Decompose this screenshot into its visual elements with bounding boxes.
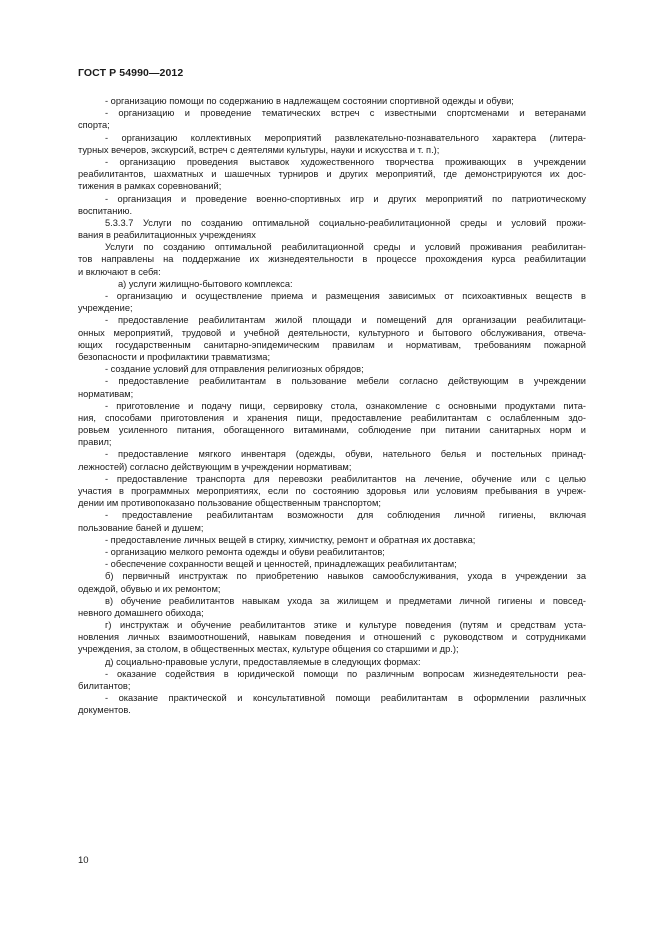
text-line: - организация и проведение военно-спортивных игр и других мероприятий по патриотическому [105,193,586,204]
text-line: участия в программных мероприятиях, если по состоянию здоровья или условиям пребывания в учреж- [78,486,586,496]
text-line: спорта; [78,120,110,131]
text-line: - обеспечение сохранности вещей и ценностей, принадлежащих реабилитантам; [105,559,457,570]
text-line: лежностей) согласно действующим в учреждении нормативам; [78,461,352,472]
text-line: а) услуги жилищно-бытового комплекса: [118,278,293,289]
text-line: дении им противопоказано пользование общественным транспортом; [78,498,381,509]
text-line: билитантов; [78,681,131,691]
text-line: д) социально-правовые услуги, предоставляемые в следующих формах: [105,656,421,667]
text-line: ющих государственным санитарно-эпидемическим правилам и нормативам, требованиям пожарной [78,339,586,350]
text-line: тов направлены на поддержание их жизнедеятельности в процессе прохождения курса реабилитации [78,254,586,265]
text-line: - создание условий для отправления религиозных обрядов; [105,364,364,375]
text-line: - предоставление реабилитантам жилой площади и помещений для организации реабилитаци- [105,315,586,326]
text-line: учреждения, за столом, в общественных местах, культуре общения со старшими и др.); [78,644,459,655]
document-header: ГОСТ Р 54990—2012 [78,67,184,79]
text-line: безопасности и профилактики травматизма; [78,351,271,362]
text-line: - оказание практической и консультативной помощи реабилитантам в оформлении различных [105,693,586,704]
text-line: - организацию и проведение тематических встреч с известными спортсменами и ветеранами [105,108,586,119]
text-line: - организацию и осуществление приема и размещения зависимых от психоактивных веществ в [105,291,586,301]
text-line: нормативам; [78,388,134,399]
text-line: правил; [78,437,112,448]
text-line: документов. [78,705,131,716]
text-line: г) инструктаж и обучение реабилитантов этике и культуре поведения (путям и средствам уста- [105,620,586,631]
text-line: онных мероприятий, трудовой и учебной деятельности, культурного и бытового обслуживания, отвеча- [78,327,586,338]
text-line: - предоставление транспорта для перевозки реабилитантов на лечение, обучение или с целью [105,473,586,484]
text-line: пользование баней и душем; [78,522,204,533]
page-number: 10 [78,855,89,866]
text-line: ния, способами приготовления и хранения пищи, предоставление реабилитантам с ослабленным здо- [78,412,586,423]
text-line: воспитанию. [78,205,133,216]
text-line: новления личных взаимоотношений, навыкам поведения и отношений с руководством и сотрудниками [78,632,586,643]
text-line: - организацию мелкого ремонта одежды и обуви реабилитантов; [105,546,385,557]
text-line: б) первичный инструктаж по приобретению навыков самообслуживания, ухода в учреждении за [105,571,586,582]
text-line: - предоставление реабилитантам возможности для соблюдения личной гигиены, включая [105,510,586,521]
text-line: - оказание содействия в юридической помощи по различным вопросам жизнедеятельности реа- [105,668,586,679]
text-line: реабилитантов, шахматных и шашечных турниров и других мероприятий, где демонстрируются их дос- [78,169,586,180]
text-line: 5.3.3.7 Услуги по созданию оптимальной социально-реабилитационной среды и условий прожи- [105,217,586,228]
text-line: - предоставление личных вещей в стирку, химчистку, ремонт и обратная их доставка; [105,534,476,545]
text-line: - организацию помощи по содержанию в надлежащем состоянии спортивной одежды и обуви; [105,96,514,106]
text-line: - предоставление мягкого инвентаря (одежды, обуви, нательного белья и постельных принад- [105,449,586,460]
text-line: турных вечеров, экскурсий, встреч с деятелями культуры, науки и искусства и т. п.); [78,144,440,155]
text-line: тижения в рамках соревнований; [78,181,222,192]
text-line: - приготовление и подачу пищи, сервировку стола, ознакомление с основными продуктами пита- [105,400,586,411]
text-line: и включают в себя: [78,266,161,277]
text-line: невного домашнего обихода; [78,607,204,618]
text-line: учреждение; [78,303,133,314]
text-line: вания в реабилитационных учреждениях [78,230,256,241]
text-line: Услуги по созданию оптимальной реабилитационной среды и условий проживания реабилитан- [105,242,586,253]
document-body [78,95,586,717]
text-line: - организацию проведения выставок художественного творчества проживающих в учреждении [105,156,586,167]
text-line: ровьем усиленного питания, обогащенного витаминами, соблюдение при питании санитарных норм и [78,425,586,436]
text-line: одеждой, обувью и их ремонтом; [78,583,221,594]
text-line: - предоставление реабилитантам в пользование мебели согласно действующим в учреждении [105,376,586,387]
text-line: в) обучение реабилитантов навыкам ухода за жилищем и предметами личной гигиены и повсед- [105,595,586,606]
text-line: - организацию коллективных мероприятий развлекательно-познавательного характера (литера- [105,132,586,143]
